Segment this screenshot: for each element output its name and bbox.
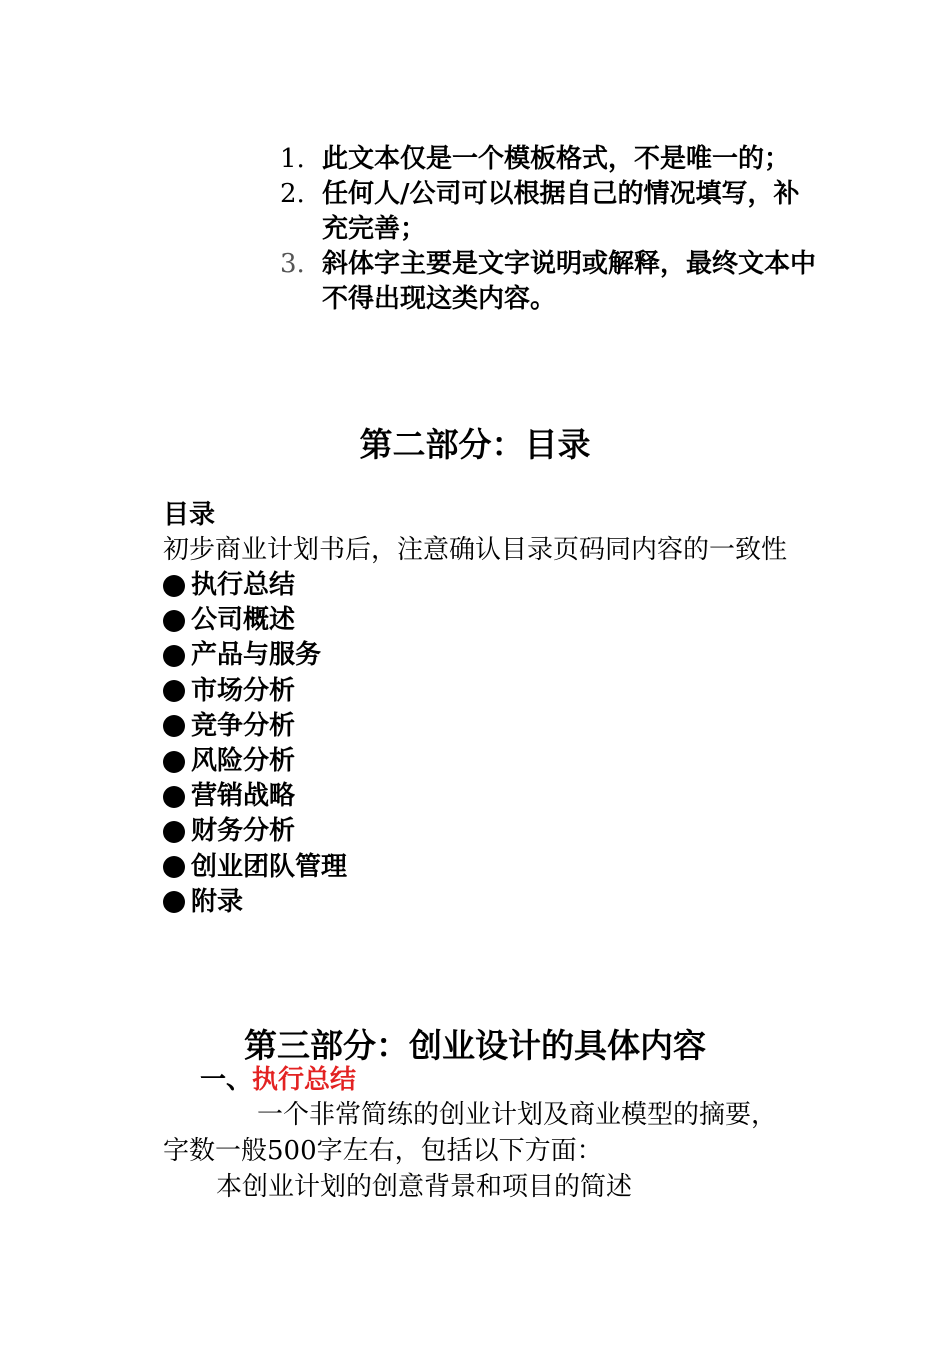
note-text: 任何人/公司可以根据自己的情况填写，补充完善； — [322, 179, 800, 244]
toc-item — [163, 779, 813, 814]
toc-list — [163, 568, 813, 920]
toc-item — [163, 850, 813, 885]
note-number: 1. — [280, 144, 305, 174]
bullet-icon — [163, 575, 185, 597]
section-heading — [200, 1063, 356, 1098]
toc-item — [163, 674, 813, 709]
bullet-icon — [163, 786, 185, 808]
part3-title: 第三部分：创业设计的具体内容 — [244, 1026, 706, 1065]
toc-item-label: 风险分析 — [191, 746, 296, 777]
paragraph-line: 字数一般500字左右，包括以下方面： — [163, 1136, 603, 1166]
bullet-icon — [163, 751, 185, 773]
section-title: 执行总结 — [252, 1065, 357, 1095]
bullet-icon — [163, 715, 185, 737]
toc-item — [163, 603, 813, 638]
toc-item — [163, 744, 813, 779]
paragraph-line: 一个非常简练的创业计划及商业模型的摘要， — [257, 1100, 778, 1130]
toc-item-label: 附录 — [191, 886, 244, 917]
part2-title: 第二部分：目录 — [359, 425, 591, 464]
note-item-1 — [280, 142, 820, 177]
toc-item-label: 财务分析 — [191, 816, 296, 847]
toc-item — [163, 814, 813, 849]
toc-item — [163, 568, 813, 603]
toc-item — [163, 885, 813, 920]
summary-paragraph — [163, 1097, 813, 1169]
summary-point: 本创业计划的创意背景和项目的简述 — [216, 1172, 633, 1202]
toc-item-label: 创业团队管理 — [191, 851, 348, 882]
note-text: 斜体字主要是文字说明或解释，最终文本中不得出现这类内容。 — [322, 249, 817, 314]
bullet-icon — [163, 610, 185, 632]
toc-item-label: 营销战略 — [191, 781, 296, 812]
toc-item-label: 竞争分析 — [191, 710, 296, 741]
table-of-contents — [163, 498, 813, 920]
note-item-2 — [280, 177, 820, 247]
toc-item — [163, 709, 813, 744]
bullet-icon — [163, 680, 185, 702]
note-number: 3. — [280, 249, 305, 279]
toc-item-label: 产品与服务 — [191, 640, 322, 671]
toc-note: 初步商业计划书后，注意确认目录页码同内容的一致性 — [163, 535, 788, 565]
note-number: 2. — [280, 179, 305, 209]
bullet-icon — [163, 856, 185, 878]
notes-list — [280, 142, 820, 317]
bullet-icon — [163, 821, 185, 843]
toc-item-label: 市场分析 — [191, 675, 296, 706]
note-item-3 — [280, 247, 820, 317]
bullet-icon — [163, 645, 185, 667]
toc-item-label: 公司概述 — [191, 605, 296, 636]
bullet-icon — [163, 891, 185, 913]
section-number: 一、 — [200, 1065, 253, 1095]
toc-label: 目录 — [163, 500, 216, 530]
toc-item-label: 执行总结 — [191, 570, 296, 600]
note-text: 此文本仅是一个模板格式，不是唯一的； — [322, 144, 791, 174]
toc-item — [163, 638, 813, 673]
